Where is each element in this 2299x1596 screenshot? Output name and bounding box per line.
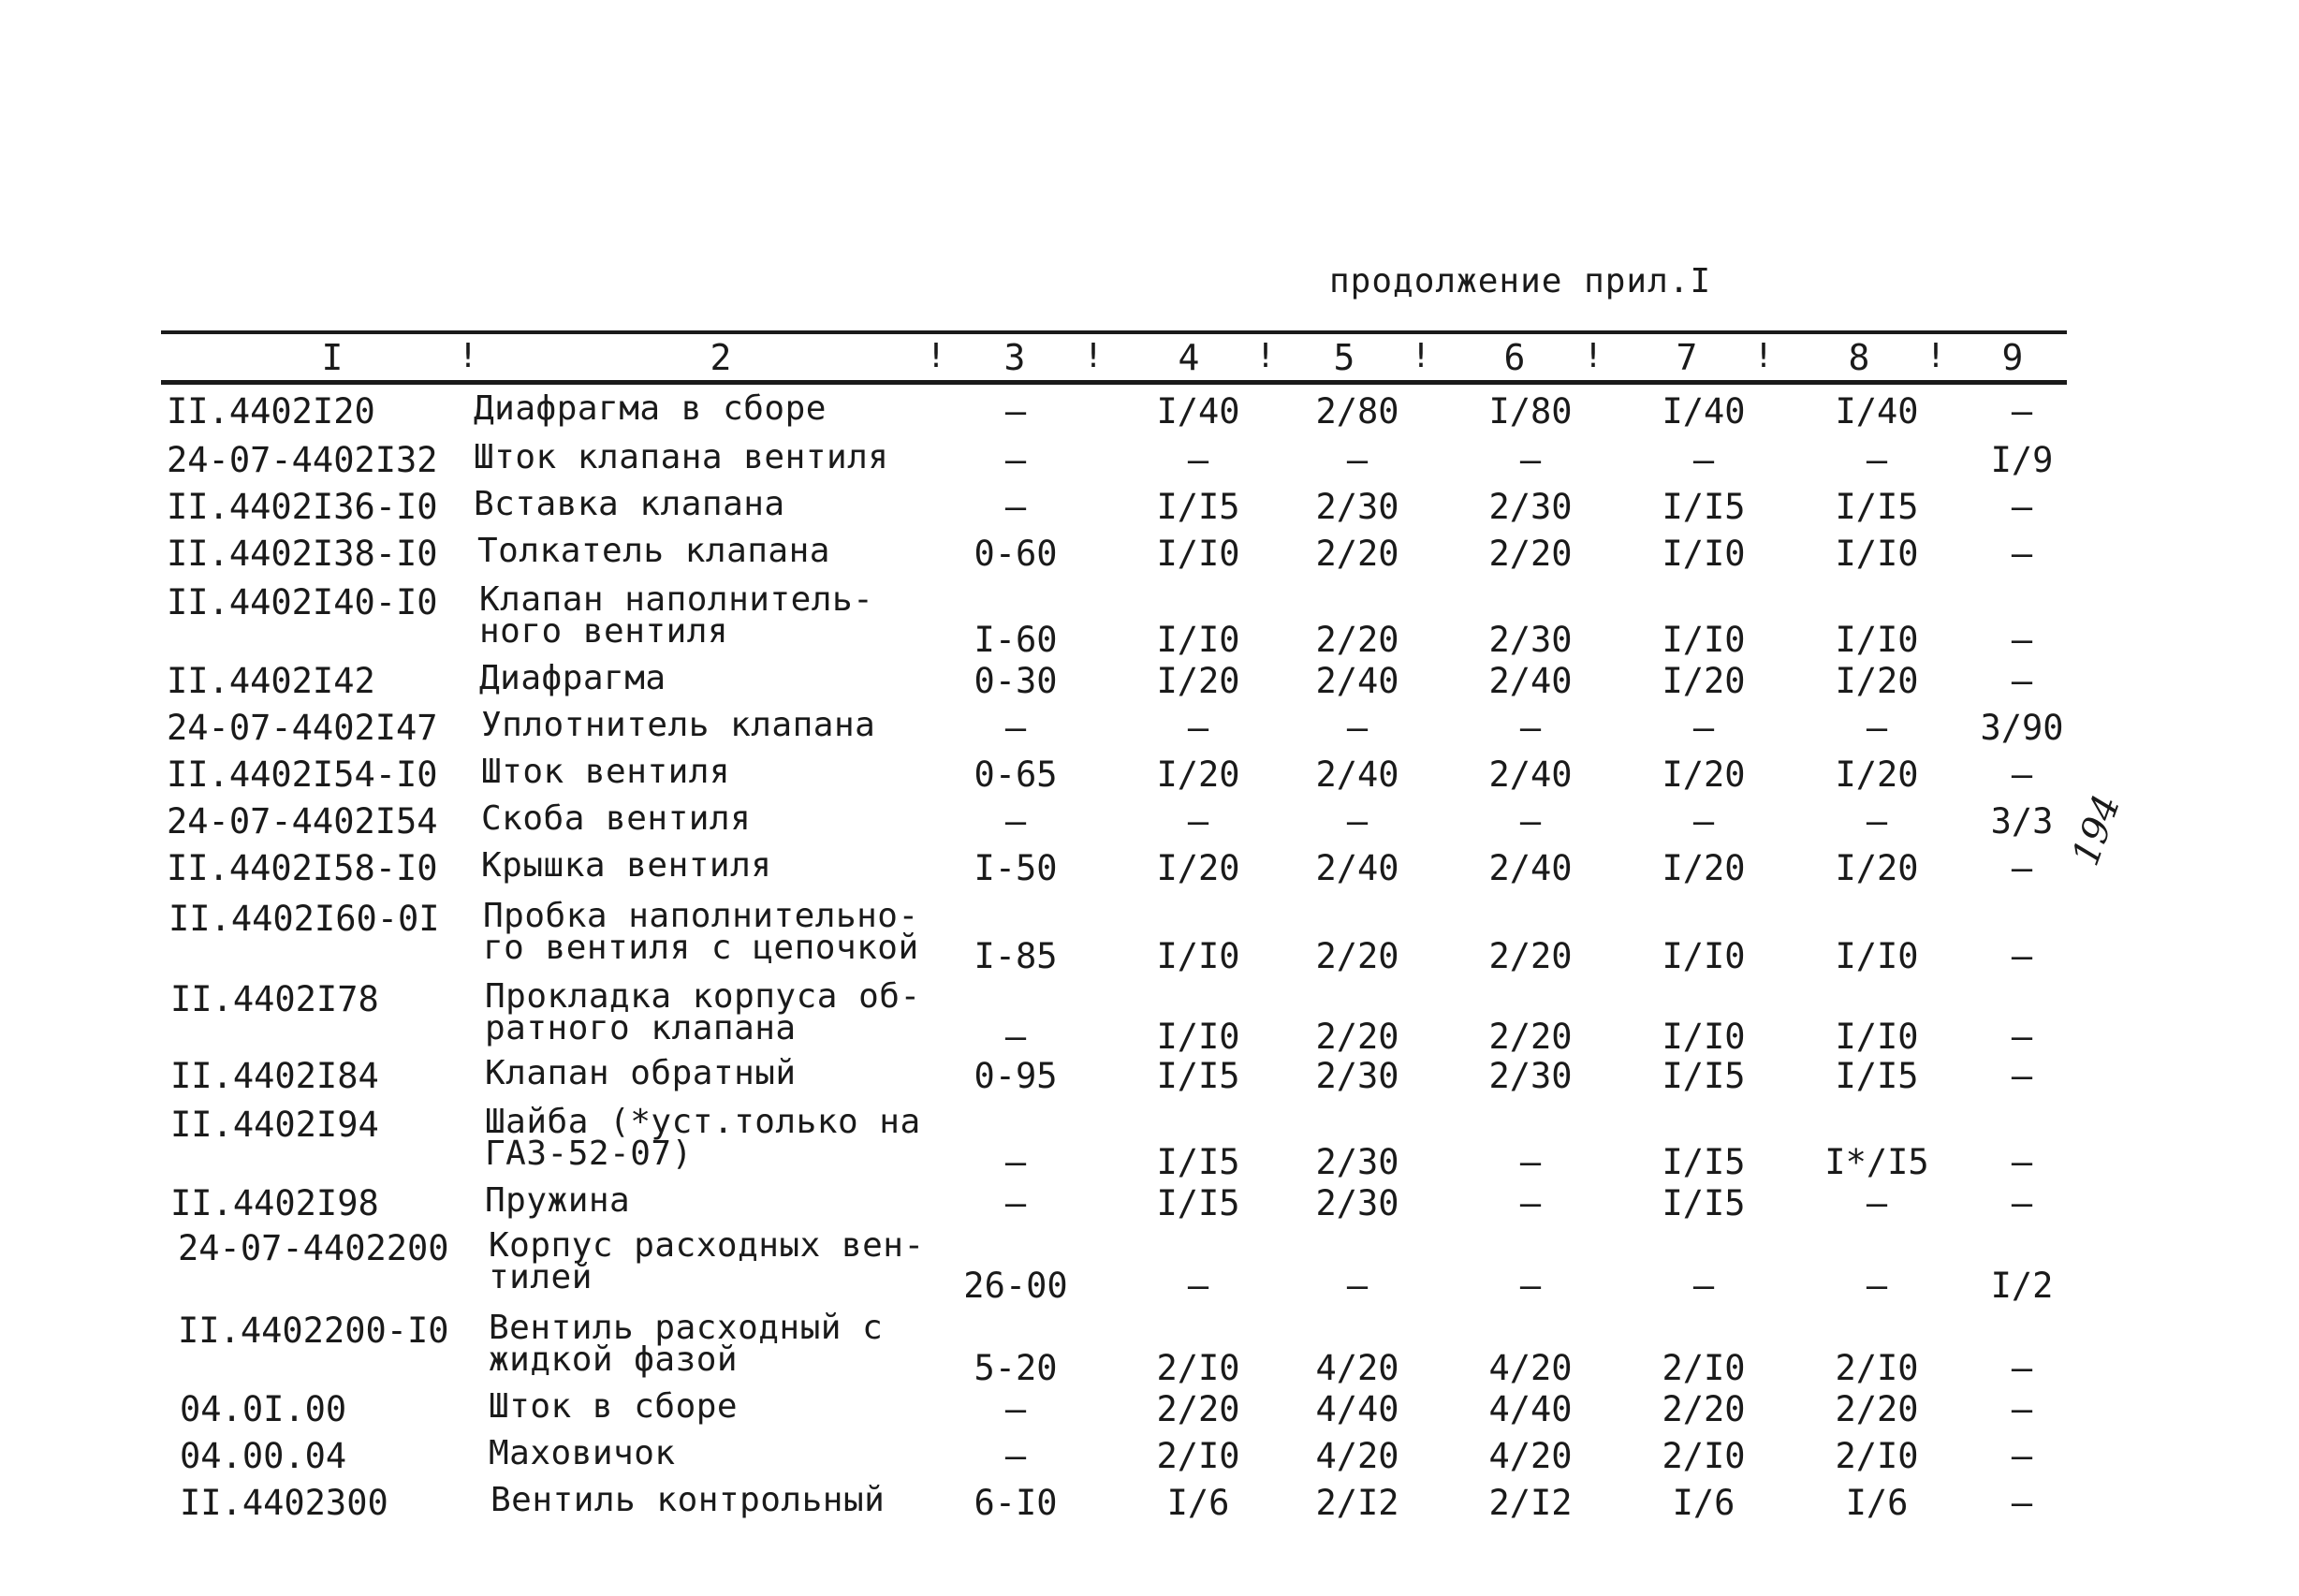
header-col-4: 4 — [1178, 337, 1200, 378]
table-row-name: ратного клапана — [485, 1009, 797, 1047]
table-row-code: 04.00.04 — [180, 1436, 347, 1476]
table-row-value-col-6: 2/30 — [1488, 1056, 1573, 1096]
table-row-value-col-5: 2/30 — [1315, 1183, 1399, 1223]
table-row-value-col-8: I/I0 — [1835, 534, 1919, 574]
table-row-value-col-9: 3/90 — [1980, 708, 2064, 748]
table-row-value-col-9: – — [2011, 534, 2033, 574]
table-row-name: Вентиль расходный с — [489, 1309, 884, 1347]
table-row-value-col-3: – — [1004, 391, 1027, 432]
table-row-value-col-3: – — [1004, 801, 1027, 842]
header-separator: ! — [1583, 337, 1603, 375]
page-number-stamp: 194 — [2064, 789, 2130, 871]
table-row-value-col-9: – — [2011, 487, 2033, 527]
table-row-value-col-8: – — [1866, 1266, 1888, 1306]
header-col-6: 6 — [1503, 337, 1526, 378]
table-row-value-col-4: I/I0 — [1156, 936, 1240, 976]
table-row-name: Вентиль контрольный — [491, 1481, 886, 1519]
table-row-value-col-4: I/20 — [1156, 848, 1240, 888]
table-row-value-col-7: I/6 — [1672, 1483, 1735, 1523]
table-row-value-col-5: 2/20 — [1315, 936, 1399, 976]
table-row-value-col-8: I*/I5 — [1824, 1142, 1929, 1182]
table-row-value-col-8: I/I5 — [1835, 1056, 1919, 1096]
table-row-value-col-5: – — [1346, 801, 1369, 842]
table-row-value-col-3: 0-65 — [974, 754, 1058, 795]
table-row-name: Уплотнитель клапана — [481, 706, 876, 744]
table-row-value-col-5: 2/40 — [1315, 754, 1399, 795]
table-row-value-col-9: – — [2011, 936, 2033, 976]
table-row-value-col-4: I/I5 — [1156, 1183, 1240, 1223]
table-row-value-col-3: – — [1004, 1436, 1027, 1476]
table-row-value-col-6: 2/20 — [1488, 936, 1573, 976]
table-row-value-col-7: I/I0 — [1662, 1017, 1746, 1057]
table-row-code: 24-07-4402I32 — [167, 440, 438, 480]
table-row-value-col-3: 0-60 — [974, 534, 1058, 574]
table-row-value-col-6: – — [1519, 1183, 1542, 1223]
table-row-code: II.4402200-I0 — [178, 1310, 449, 1351]
table-row-value-col-3: 26-00 — [963, 1266, 1068, 1306]
table-row-value-col-5: 2/20 — [1315, 534, 1399, 574]
table-row-value-col-3: I-50 — [974, 848, 1058, 888]
table-row-value-col-7: – — [1692, 708, 1715, 748]
table-row-value-col-6: 2/30 — [1488, 487, 1573, 527]
table-row-value-col-7: – — [1692, 1266, 1715, 1306]
header-separator: ! — [926, 337, 946, 375]
table-row-value-col-7: 2/I0 — [1662, 1348, 1746, 1388]
table-row-value-col-8: I/20 — [1835, 848, 1919, 888]
table-row-name: Шток в сборе — [489, 1387, 739, 1426]
table-row-name: Крышка вентиля — [481, 846, 772, 885]
table-row-name: ГАЗ-52-07) — [485, 1135, 693, 1173]
table-row-value-col-5: 2/40 — [1315, 661, 1399, 701]
table-row-value-col-5: 4/20 — [1315, 1436, 1399, 1476]
table-row-value-col-3: – — [1004, 708, 1027, 748]
table-row-value-col-6: 2/20 — [1488, 534, 1573, 574]
table-row-value-col-8: I/20 — [1835, 661, 1919, 701]
table-row-value-col-7: I/20 — [1662, 754, 1746, 795]
table-row-name: Пружина — [485, 1181, 631, 1220]
table-row-value-col-8: – — [1866, 801, 1888, 842]
table-row-value-col-3: – — [1004, 1142, 1027, 1182]
table-row-value-col-5: 2/30 — [1315, 487, 1399, 527]
table-row-value-col-6: – — [1519, 440, 1542, 480]
table-row-code: 24-07-4402200 — [178, 1228, 449, 1268]
table-top-rule — [161, 330, 2067, 334]
table-row-value-col-9: – — [2011, 391, 2033, 432]
table-row-code: II.4402I54-I0 — [167, 754, 438, 795]
table-row-value-col-9: – — [2011, 1483, 2033, 1523]
table-row-name: Клапан обратный — [485, 1054, 797, 1092]
header-col-7: 7 — [1676, 337, 1698, 378]
table-row-value-col-8: I/I0 — [1835, 620, 1919, 660]
table-row-name: Толкатель клапана — [477, 532, 830, 570]
table-row-code: II.4402I60-0I — [168, 899, 440, 939]
table-row-value-col-6: 4/20 — [1488, 1348, 1573, 1388]
table-row-value-col-6: 2/20 — [1488, 1017, 1573, 1057]
table-row-value-col-5: 2/I2 — [1315, 1483, 1399, 1523]
table-row-value-col-5: 2/40 — [1315, 848, 1399, 888]
table-row-name: Шток клапана вентиля — [474, 438, 889, 476]
table-row-value-col-8: I/6 — [1845, 1483, 1909, 1523]
header-separator: ! — [1255, 337, 1276, 375]
table-row-value-col-9: I/9 — [1990, 440, 2054, 480]
table-row-value-col-6: 2/40 — [1488, 661, 1573, 701]
table-row-value-col-4: I/40 — [1156, 391, 1240, 432]
table-row-value-col-9: – — [2011, 1056, 2033, 1096]
table-row-value-col-9: – — [2011, 1389, 2033, 1429]
table-header-rule — [161, 380, 2067, 385]
table-row-value-col-9: – — [2011, 1142, 2033, 1182]
table-header — [161, 337, 2067, 378]
table-row-value-col-5: 2/20 — [1315, 1017, 1399, 1057]
table-row-value-col-4: I/6 — [1166, 1483, 1230, 1523]
table-row-value-col-6: – — [1519, 708, 1542, 748]
table-row-value-col-5: – — [1346, 1266, 1369, 1306]
table-row-name: Клапан наполнитель- — [479, 580, 874, 619]
table-row-value-col-9: – — [2011, 848, 2033, 888]
table-row-value-col-7: – — [1692, 801, 1715, 842]
table-row-value-col-7: 2/20 — [1662, 1389, 1746, 1429]
table-row-value-col-3: – — [1004, 1183, 1027, 1223]
header-separator: ! — [1753, 337, 1774, 375]
table-row-name: Прокладка корпуса об- — [485, 977, 921, 1016]
table-row-code: II.4402I38-I0 — [167, 534, 438, 574]
table-row-value-col-7: I/I0 — [1662, 936, 1746, 976]
table-row-value-col-3: – — [1004, 440, 1027, 480]
table-row-name: ного вентиля — [479, 612, 729, 651]
table-row-value-col-4: I/20 — [1156, 754, 1240, 795]
header-col-1: I — [321, 337, 344, 378]
table-row-code: 24-07-4402I54 — [167, 801, 438, 842]
table-row-value-col-3: I-60 — [974, 620, 1058, 660]
table-row-value-col-3: 0-95 — [974, 1056, 1058, 1096]
table-row-value-col-5: – — [1346, 440, 1369, 480]
table-row-name: Вставка клапана — [474, 485, 785, 523]
table-row-code: 04.0I.00 — [180, 1389, 347, 1429]
table-row-value-col-9: 3/3 — [1990, 801, 2054, 842]
table-row-value-col-5: 4/40 — [1315, 1389, 1399, 1429]
table-row-value-col-8: 2/I0 — [1835, 1436, 1919, 1476]
table-row-value-col-7: I/I5 — [1662, 487, 1746, 527]
header-col-9: 9 — [2001, 337, 2024, 378]
header-separator: ! — [1411, 337, 1431, 375]
table-row-code: II.4402I94 — [170, 1105, 379, 1145]
table-row-value-col-8: I/I5 — [1835, 487, 1919, 527]
table-row-value-col-9: I/2 — [1990, 1266, 2054, 1306]
table-row-value-col-8: – — [1866, 1183, 1888, 1223]
table-row-value-col-9: – — [2011, 1183, 2033, 1223]
table-row-value-col-3: – — [1004, 1389, 1027, 1429]
table-row-name: Шток вентиля — [481, 753, 731, 791]
table-row-value-col-8: 2/20 — [1835, 1389, 1919, 1429]
table-row-value-col-6: 4/40 — [1488, 1389, 1573, 1429]
table-row-code: II.4402I98 — [170, 1183, 379, 1223]
table-row-value-col-4: – — [1187, 708, 1209, 748]
table-row-code: 24-07-4402I47 — [167, 708, 438, 748]
header-separator: ! — [458, 337, 478, 375]
table-row-name: Пробка наполнительно- — [483, 897, 919, 935]
table-row-value-col-3: – — [1004, 1017, 1027, 1057]
table-row-value-col-4: I/I0 — [1156, 1017, 1240, 1057]
table-row-value-col-5: – — [1346, 708, 1369, 748]
table-row-code: II.4402I20 — [167, 391, 375, 432]
table-row-value-col-8: I/20 — [1835, 754, 1919, 795]
table-row-value-col-5: 4/20 — [1315, 1348, 1399, 1388]
table-row-value-col-8: I/I0 — [1835, 936, 1919, 976]
table-row-value-col-9: – — [2011, 754, 2033, 795]
table-row-value-col-6: – — [1519, 1142, 1542, 1182]
table-row-name: Корпус расходных вен- — [489, 1226, 925, 1265]
table-row-value-col-7: I/I5 — [1662, 1183, 1746, 1223]
table-row-value-col-6: – — [1519, 801, 1542, 842]
table-row-value-col-7: I/20 — [1662, 661, 1746, 701]
table-row-name: Диафрагма — [479, 659, 666, 697]
table-row-value-col-3: I-85 — [974, 936, 1058, 976]
table-row-value-col-9: – — [2011, 620, 2033, 660]
table-row-value-col-8: – — [1866, 708, 1888, 748]
table-row-value-col-7: 2/I0 — [1662, 1436, 1746, 1476]
table-row-code: II.4402I78 — [170, 979, 379, 1019]
table-row-value-col-7: I/I5 — [1662, 1142, 1746, 1182]
table-row-code: II.4402I36-I0 — [167, 487, 438, 527]
table-row-value-col-9: – — [2011, 661, 2033, 701]
table-row-name: Скоба вентиля — [481, 799, 752, 838]
table-row-code: II.4402I42 — [167, 661, 375, 701]
table-row-value-col-8: 2/I0 — [1835, 1348, 1919, 1388]
table-row-value-col-7: – — [1692, 440, 1715, 480]
table-row-code: II.4402I84 — [170, 1056, 379, 1096]
table-row-value-col-3: 0-30 — [974, 661, 1058, 701]
table-row-value-col-7: I/I5 — [1662, 1056, 1746, 1096]
table-row-name: го вентиля с цепочкой — [483, 929, 919, 967]
table-row-value-col-3: 5-20 — [974, 1348, 1058, 1388]
table-row-value-col-6: 2/I2 — [1488, 1483, 1573, 1523]
header-col-3: 3 — [1003, 337, 1026, 378]
table-row-value-col-4: – — [1187, 801, 1209, 842]
table-row-name: Диафрагма в сборе — [474, 389, 827, 428]
table-row-value-col-7: I/I0 — [1662, 620, 1746, 660]
table-row-value-col-6: 2/30 — [1488, 620, 1573, 660]
table-row-code: II.4402I40-I0 — [167, 582, 438, 622]
table-row-value-col-5: 2/30 — [1315, 1056, 1399, 1096]
table-row-value-col-6: 2/40 — [1488, 754, 1573, 795]
table-row-value-col-4: I/I0 — [1156, 534, 1240, 574]
table-row-value-col-4: I/20 — [1156, 661, 1240, 701]
header-col-5: 5 — [1333, 337, 1355, 378]
table-row-value-col-9: – — [2011, 1436, 2033, 1476]
header-separator: ! — [1083, 337, 1104, 375]
table-row-value-col-4: – — [1187, 1266, 1209, 1306]
table-row-value-col-6: 4/20 — [1488, 1436, 1573, 1476]
table-row-value-col-9: – — [2011, 1017, 2033, 1057]
table-row-value-col-8: – — [1866, 440, 1888, 480]
table-row-value-col-6: 2/40 — [1488, 848, 1573, 888]
table-row-value-col-6: I/80 — [1488, 391, 1573, 432]
table-row-value-col-4: I/I5 — [1156, 1142, 1240, 1182]
table-row-value-col-7: I/I0 — [1662, 534, 1746, 574]
header-col-8: 8 — [1848, 337, 1870, 378]
table-row-code: II.4402300 — [180, 1483, 388, 1523]
table-row-name: жидкой фазой — [489, 1340, 739, 1379]
table-row-name: Маховичок — [489, 1434, 676, 1472]
table-row-value-col-7: I/40 — [1662, 391, 1746, 432]
table-row-value-col-8: I/I0 — [1835, 1017, 1919, 1057]
header-col-2: 2 — [710, 337, 732, 378]
continuation-caption: продолжение прил.I — [1329, 262, 1712, 300]
table-row-value-col-4: 2/20 — [1156, 1389, 1240, 1429]
table-row-value-col-5: 2/80 — [1315, 391, 1399, 432]
header-separator: ! — [1926, 337, 1946, 375]
table-row-value-col-4: I/I5 — [1156, 487, 1240, 527]
table-row-value-col-5: 2/30 — [1315, 1142, 1399, 1182]
table-row-name: Шайба (*уст.только на — [485, 1103, 921, 1141]
table-row-value-col-3: – — [1004, 487, 1027, 527]
table-row-value-col-4: 2/I0 — [1156, 1348, 1240, 1388]
table-row-value-col-4: I/I0 — [1156, 620, 1240, 660]
table-row-value-col-7: I/20 — [1662, 848, 1746, 888]
table-row-value-col-8: I/40 — [1835, 391, 1919, 432]
table-row-value-col-4: I/I5 — [1156, 1056, 1240, 1096]
table-row-name: тилей — [489, 1258, 593, 1296]
table-row-value-col-5: 2/20 — [1315, 620, 1399, 660]
table-row-code: II.4402I58-I0 — [167, 848, 438, 888]
table-row-value-col-6: – — [1519, 1266, 1542, 1306]
table-row-value-col-3: 6-I0 — [974, 1483, 1058, 1523]
table-row-value-col-4: – — [1187, 440, 1209, 480]
table-row-value-col-4: 2/I0 — [1156, 1436, 1240, 1476]
table-row-value-col-9: – — [2011, 1348, 2033, 1388]
